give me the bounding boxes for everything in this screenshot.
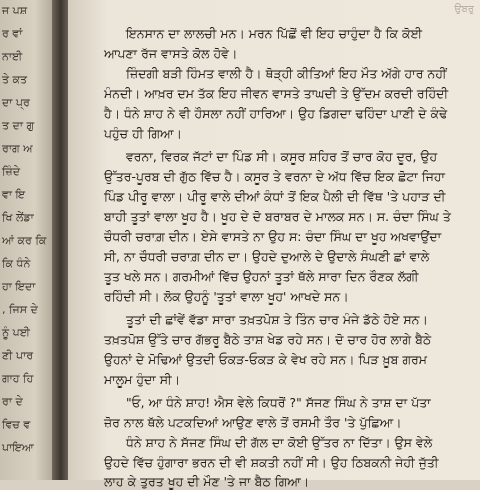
text-line: ਉਹਦੇ ਵਿੱਚ ਹੁੰਗਾਰਾ ਭਰਨ ਦੀ ਵੀ ਸ਼ਕਤੀ ਨਹੀਂ ਸੀ। ਉਹ ਠਿਬਕਨੀ ਜੇਹੀ ਜੁੱਤੀ bbox=[104, 456, 439, 470]
text-line: ਧੰਨੇ ਸ਼ਾਹ ਨੇ ਸੱਜਣ ਸਿੰਘ ਦੀ ਗੱਲ ਦਾ ਕੋਈ ਉੱਤਰ ਨਾ ਦਿੱਤਾ। ਉਸ ਵੇਲੇ bbox=[126, 436, 433, 450]
left-page-fragment: ਰ ਵਾਂ bbox=[2, 27, 23, 40]
text-line: ਬਾਹੀ ਤੂਤਾਂ ਵਾਲਾ ਖੂਹ ਹੈ। ਖੂਹ ਦੇ ਦੋ ਬਰਾਬਰ ਦੇ ਮਾਲਕ ਸਨ। ਸ. ਚੰਦਾ ਸਿੰਘ ਤੇ bbox=[104, 210, 451, 224]
text-line: ਮੰਨਦੀ। ਆਖ਼ਰ ਦਮ ਤੱਕ ਇਹ ਜੀਵਨ ਵਾਸਤੇ ਤਾਘਦੀ ਤੇ ਉੱਦਮ ਕਰਦੀ ਰਹਿੰਦੀ bbox=[104, 87, 449, 101]
text-line: ਜ਼ੋਰ ਨਾਲ ਥੱਲੇ ਪਟਕਦਿਆਂ ਆਉਣ ਵਾਲੇ ਤੋਂ ਰਸਮੀ ਤੌਰ 'ਤੇ ਪੁੱਛਿਆ। bbox=[104, 416, 402, 430]
text-line: ਰਹਿੰਦੀ ਸੀ। ਲੋਕ ਉਹਨੂੰ 'ਤੂਤਾਂ ਵਾਲਾ ਖੂਹ' ਆਖਦੇ ਸਨ। bbox=[104, 290, 349, 304]
text-line: ਇਨਸਾਨ ਦਾ ਲਾਲਚੀ ਮਨ। ਮਰਨ ਪਿੱਛੋਂ ਵੀ ਇਹ ਚਾਹੁੰਦਾ ਹੈ ਕਿ ਕੋਈ bbox=[126, 27, 423, 41]
left-page-fragment: ਗਾਹ ਹਿ bbox=[2, 372, 34, 385]
page-corner-mark: ਉਬਰੁ bbox=[454, 4, 474, 15]
left-page-fragment: ਦਾ ਪ੍ਰ bbox=[2, 96, 30, 109]
text-line: ਪਿੰਡ ਪੀਰੂ ਵਾਲਾ। ਪੀਰੂ ਵਾਲੇ ਦੀਆਂ ਕੰਧਾਂ ਤੋਂ ਇਕ ਪੈਲੀ ਦੀ ਵਿੱਥ 'ਤੇ ਪਹਾੜ ਦੀ bbox=[104, 190, 446, 204]
text-line: ਸੀ, ਨਾ ਚੌਧਰੀ ਚਰਾਗ਼ ਦੀਨ ਦਾ। ਉਹਦੇ ਦੁਆਲੇ ਦੇ ਉਦਾਲੇ ਸੰਘਣੀ ਛਾਂ ਵਾਲੇ bbox=[104, 250, 430, 264]
left-page-fragment: ਤ ਦਾ ਗੁ bbox=[2, 119, 35, 132]
left-page-fragment: ਤੇ ਕਤ bbox=[2, 73, 28, 86]
left-page-fragment: ਣੀ ਪਾਰ bbox=[2, 349, 34, 362]
text-line: ਉੱਤਰ-ਪੂਰਬ ਦੀ ਗੁੱਠ ਵਿੱਚ ਹੈ। ਕਸੂਰ ਤੇ ਵਰਨਾ ਦੇ ਅੱਧ ਵਿੱਚ ਇਕ ਛੋਟਾ ਜਿਹਾ bbox=[104, 170, 446, 184]
left-page-fragment: ਵਾ ਇ bbox=[2, 188, 26, 201]
text-line: ਉਹਨਾਂ ਦੇ ਮੋਢਿਆਂ ਉਤਦੀ ਓਕੜ-ਓਕੜ ਕੇ ਵੇਖ ਰਹੇ ਸਨ। ਪਿੜ ਖ਼ੂਬ ਗਰਮ bbox=[104, 353, 427, 367]
left-page-fragment: ਨੂੰ ਪਈ bbox=[2, 326, 30, 339]
text-line: ਆਪਣਾ ਰੱਜ ਵਾਸਤੇ ਕੋਲ ਹੋਵੇ। bbox=[104, 47, 238, 61]
left-page-fragment: ਹਾ ਇਦਾ bbox=[2, 280, 36, 293]
text-line: ਤੂਤਾਂ ਦੀ ਛਾਂਵੇਂ ਵੱਡਾ ਸਾਰਾ ਤਖ਼ਤਪੋਸ਼ ਤੇ ਤਿੰਨ ਚਾਰ ਮੰਜੇ ਡੱਠੇ ਹੋਏ ਸਨ। bbox=[126, 313, 428, 327]
text-line: ਲਾਹ ਕੇ ਤੁਰਤ ਖੂਹ ਦੀ ਮੌਣ 'ਤੇ ਜਾ ਬੈਠ ਗਿਆ। bbox=[104, 475, 310, 489]
text-line: ਹੈ। ਧੰਨੇ ਸ਼ਾਹ ਨੇ ਵੀ ਹੌਸਲਾ ਨਹੀਂ ਹਾਰਿਆ। ਉਹ ਡਿਗਦਾ ਢਹਿੰਦਾ ਪਾਣੀ ਦੇ ਕੰਢੇ bbox=[104, 107, 448, 121]
left-page-fragment: ਆਂ ਕਰ ਕਿ bbox=[2, 234, 47, 247]
left-page-fragment: ਵਿਚ ਵ bbox=[2, 418, 31, 431]
left-page-fragment: ਰਾਗ ਅ bbox=[2, 142, 33, 155]
text-line: ਤਖ਼ਤਪੋਸ਼ ਉੱਤੇ ਚਾਰ ਗੱਭਰੂ ਬੈਠੇ ਤਾਸ਼ ਖੇਡ ਰਹੇ ਸਨ। ਦੋ ਚਾਰ ਹੋਰ ਲਾਗੇ ਬੈਠੇ bbox=[104, 333, 432, 347]
left-page bbox=[0, 0, 58, 480]
left-page-fragment: ਨਾਈ bbox=[2, 50, 23, 63]
right-page bbox=[68, 0, 480, 489]
text-line: ਜ਼ਿੰਦਗੀ ਬੜੀ ਹਿੰਮਤ ਵਾਲੀ ਹੈ। ਥੋੜ੍ਹੀ ਕੀਤਿਆਂ ਇਹ ਮੌਤ ਅੱਗੇ ਹਾਰ ਨਹੀਂ bbox=[126, 67, 447, 81]
left-page-fragment: ਕਿ ਧੰਨੇ bbox=[2, 257, 31, 270]
text-line: ਵਰਨਾ, ਵਿਰਕ ਜੱਟਾਂ ਦਾ ਪਿੰਡ ਸੀ। ਕਸੂਰ ਸ਼ਹਿਰ ਤੋਂ ਚਾਰ ਕੋਹ ਦੂਰ, ਉਹ bbox=[126, 150, 438, 164]
left-page-fragment: ਰਾ ਦੇ bbox=[2, 395, 23, 408]
text-line: "ਓ, ਆ ਧੰਨੇ ਸ਼ਾਹ! ਐਸ ਵੇਲੇ ਕਿਧਰੋਂ ?" ਸੱਜਣ ਸਿੰਘ ਨੇ ਤਾਸ਼ ਦਾ ਪੱਤਾ bbox=[126, 396, 431, 410]
left-page-fragment: ਖਿ ਲੇਂਡਾ bbox=[2, 211, 34, 224]
text-line: ਪਹੁੰਚ ਹੀ ਗਿਆ। bbox=[104, 127, 182, 141]
text-line: ਮਾਲੂਮ ਹੁੰਦਾ ਸੀ। bbox=[104, 373, 181, 387]
left-page-fragment: ਜ਼ਿੰਦੇ bbox=[2, 165, 20, 178]
text-line: ਤੂਤ ਖਲੇ ਸਨ। ਗਰਮੀਆਂ ਵਿੱਚ ਉਹਨਾਂ ਤੂਤਾਂ ਥੱਲੇ ਸਾਰਾ ਦਿਨ ਰੌਣਕ ਲੱਗੀ bbox=[104, 270, 419, 284]
text-line: ਚੌਧਰੀ ਚਰਾਗ਼ ਦੀਨ। ਏਸੇ ਵਾਸਤੇ ਨਾ ਉਹ ਸ: ਚੰਦਾ ਸਿੰਘ ਦਾ ਖੂਹ ਅਖਵਾਉਂਦਾ bbox=[104, 230, 442, 244]
left-page-fragment: ਪਾਇਆ bbox=[2, 441, 34, 454]
left-page-fragment: , ਜਿਸ ਦੇ bbox=[2, 303, 38, 316]
left-page-fragment: ਜ ਪਸ਼ bbox=[2, 4, 28, 17]
